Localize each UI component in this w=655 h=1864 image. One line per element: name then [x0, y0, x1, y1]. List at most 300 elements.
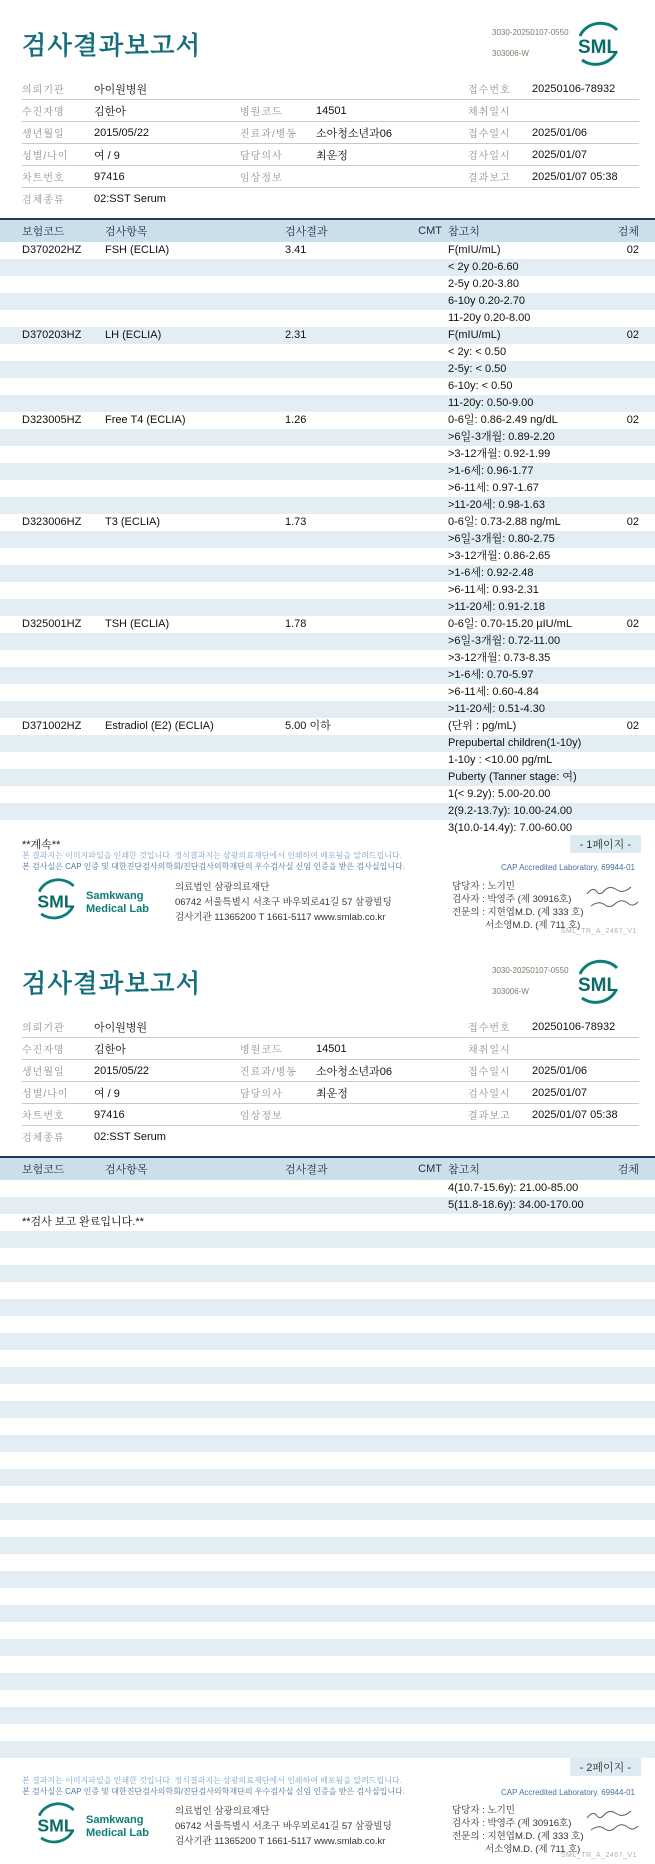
- cell-test-name: [105, 310, 285, 327]
- cell-insurance-code: [22, 1452, 105, 1469]
- cell-reference: (단위 : pg/mL): [448, 720, 517, 732]
- cell-cmt: [415, 1690, 448, 1707]
- cell-insurance-code: [22, 463, 105, 480]
- cell-specimen: [615, 769, 639, 786]
- cell-insurance-code: [22, 1299, 105, 1316]
- cell-test-name: [105, 1469, 285, 1486]
- cell-cmt: [415, 276, 448, 293]
- report-page-2: [0, 938, 655, 1859]
- page-footer-page2: [0, 1798, 655, 1864]
- reference-row: [0, 1673, 655, 1690]
- cell-reference: >3-12개월: 0.73-8.35: [448, 652, 551, 664]
- cell-cmt: [415, 633, 448, 650]
- reference-row: [0, 531, 655, 548]
- info-field-label: 병원코드: [240, 107, 283, 118]
- document-code-line1: 3030-20250107-0550: [492, 28, 569, 38]
- reference-row: [0, 1656, 655, 1673]
- svg-text:SML: SML: [37, 891, 75, 912]
- reference-row: [0, 1265, 655, 1282]
- cell-cmt: [415, 1231, 448, 1248]
- cell-reference: [448, 1486, 615, 1503]
- info-field-label: 진료과/병동: [240, 129, 298, 140]
- cell-reference: [448, 1231, 615, 1248]
- cell-cmt: [415, 1197, 448, 1214]
- cell-reference: [448, 1401, 615, 1418]
- cell-cmt: [415, 1401, 448, 1418]
- cell-cmt: [415, 1384, 448, 1401]
- cell-reference: 6-10y 0.20-2.70: [448, 295, 526, 307]
- cell-cmt: [415, 1707, 448, 1724]
- sml-logo-icon: [570, 960, 626, 1011]
- cell-reference: >6일-3개월: 0.89-2.20: [448, 431, 555, 443]
- cell-reference: [448, 1367, 615, 1384]
- form-code: SML_TR_A_2467_V1: [560, 1852, 637, 1859]
- reference-row: [0, 1554, 655, 1571]
- cell-insurance-code: [22, 1265, 105, 1282]
- cell-insurance-code: [22, 1282, 105, 1299]
- cell-specimen: [615, 1282, 639, 1299]
- cell-result: [285, 361, 415, 378]
- cell-result: [285, 667, 415, 684]
- cell-test-name: [105, 565, 285, 582]
- cell-test-name: [105, 633, 285, 650]
- cell-reference: [448, 1248, 615, 1265]
- cell-insurance-code: [22, 361, 105, 378]
- reference-row: [0, 582, 655, 599]
- result-row: [0, 412, 655, 429]
- cell-test-name: [105, 1282, 285, 1299]
- reference-row: [0, 1639, 655, 1656]
- cell-result: [285, 1452, 415, 1469]
- cell-test-name: [105, 1707, 285, 1724]
- cell-insurance-code: [22, 667, 105, 684]
- footer-logo: [30, 1802, 149, 1851]
- cell-reference: 3(10.0-14.4y): 7.00-60.00: [448, 822, 573, 834]
- cell-result: [285, 1724, 415, 1741]
- cell-result: [285, 582, 415, 599]
- cell-reference: 11-20y 0.20-8.00: [448, 312, 531, 324]
- disclaimer-block-page2: [22, 1776, 635, 1797]
- cell-insurance-code: [22, 1197, 105, 1214]
- cell-test-name: [105, 752, 285, 769]
- cell-result: 1.73: [285, 516, 307, 528]
- cell-reference: 2-5y 0.20-3.80: [448, 278, 519, 290]
- column-header-cmt: CMT: [418, 225, 442, 237]
- cell-cmt: [415, 1588, 448, 1605]
- cell-test-name: [105, 1265, 285, 1282]
- cell-specimen: [615, 1418, 639, 1435]
- cap-accreditation-label: CAP Accredited Laboratory. 69944-01: [500, 863, 635, 872]
- cell-insurance-code: [22, 1639, 105, 1656]
- cell-reference: [448, 1639, 615, 1656]
- staff2-label: 검사자 :: [452, 1818, 485, 1829]
- cell-specimen: [615, 667, 639, 684]
- cell-specimen: [615, 1605, 639, 1622]
- cell-specimen: [615, 463, 639, 480]
- cell-insurance-code: [22, 446, 105, 463]
- patient-info-row: [22, 1016, 639, 1038]
- cell-cmt: [415, 1520, 448, 1537]
- cell-specimen: [615, 531, 639, 548]
- info-field-label: 접수일시: [468, 1067, 511, 1078]
- cell-test-name: [105, 1180, 285, 1197]
- footer-brand-text: [86, 1814, 149, 1840]
- reference-row: [0, 1418, 655, 1435]
- cell-insurance-code: [22, 1554, 105, 1571]
- cell-specimen: 02: [626, 720, 639, 732]
- cell-test-name: [105, 786, 285, 803]
- cell-insurance-code: [22, 1741, 105, 1758]
- cell-result: [285, 1282, 415, 1299]
- cell-cmt: [415, 531, 448, 548]
- cell-result: [285, 786, 415, 803]
- cell-specimen: [615, 1571, 639, 1588]
- cell-reference: [448, 1537, 615, 1554]
- reference-row: [0, 1588, 655, 1605]
- cell-test-name: [105, 599, 285, 616]
- cell-insurance-code: [22, 1367, 105, 1384]
- cell-specimen: [615, 1503, 639, 1520]
- reference-row: [0, 565, 655, 582]
- cell-reference: >3-12개월: 0.86-2.65: [448, 550, 551, 562]
- info-field-value: 2025/01/06: [532, 1064, 588, 1077]
- cell-specimen: 02: [626, 244, 639, 256]
- reference-row: [0, 1469, 655, 1486]
- cell-result: [285, 259, 415, 276]
- cell-insurance-code: [22, 1537, 105, 1554]
- cell-cmt: [415, 1503, 448, 1520]
- cell-test-name: [105, 1299, 285, 1316]
- staff3-label: 전문의 :: [452, 1831, 485, 1842]
- info-field-value: 2025/01/07 05:38: [532, 170, 618, 183]
- cell-cmt: [415, 1656, 448, 1673]
- cell-test-name: [105, 1435, 285, 1452]
- cell-result: [285, 446, 415, 463]
- cell-test-name: [105, 1588, 285, 1605]
- column-header-specimen: 검체: [617, 1164, 639, 1176]
- reference-row: [0, 1537, 655, 1554]
- cell-test-name: Estradiol (E2) (ECLIA): [105, 720, 214, 732]
- patient-info-row: [22, 100, 639, 122]
- cell-specimen: [615, 1180, 639, 1197]
- cell-cmt: [415, 1486, 448, 1503]
- cell-reference: >1-6세: 0.96-1.77: [448, 465, 534, 477]
- cell-result: [285, 1690, 415, 1707]
- cell-result: [285, 1741, 415, 1758]
- cell-result: [285, 1248, 415, 1265]
- cell-specimen: [615, 1588, 639, 1605]
- cell-insurance-code: [22, 701, 105, 718]
- cell-insurance-code: [22, 1418, 105, 1435]
- result-row: [0, 616, 655, 633]
- cell-reference: [448, 1690, 615, 1707]
- cell-result: 1.78: [285, 618, 307, 630]
- cell-insurance-code: [22, 684, 105, 701]
- cell-test-name: [105, 735, 285, 752]
- cell-specimen: [615, 565, 639, 582]
- cell-reference: 4(10.7-15.6y): 21.00-85.00: [448, 1182, 579, 1194]
- reference-row: [0, 803, 655, 820]
- form-code: SML_TR_A_2467_V1: [560, 928, 637, 935]
- reference-row: [0, 1401, 655, 1418]
- cell-reference: 0-6일: 0.86-2.49 ng/dL: [448, 414, 558, 426]
- cell-cmt: [415, 786, 448, 803]
- info-field-label: 의뢰기관: [22, 1023, 65, 1034]
- cell-cmt: [415, 1537, 448, 1554]
- cell-cmt: [415, 769, 448, 786]
- info-field-value: 02:SST Serum: [94, 192, 166, 205]
- cell-cmt: [415, 1180, 448, 1197]
- info-field-label: 차트번호: [22, 1111, 65, 1122]
- cell-specimen: [615, 1469, 639, 1486]
- org-contact: 검사기관 11365200 T 1661-5117 www.smlab.co.kr: [175, 912, 386, 923]
- cell-result: 1.26: [285, 414, 307, 426]
- info-field-label: 채취일시: [468, 1045, 511, 1056]
- cell-test-name: [105, 803, 285, 820]
- cell-specimen: [615, 378, 639, 395]
- cell-insurance-code: [22, 1248, 105, 1265]
- cell-reference: < 2y: < 0.50: [448, 346, 507, 358]
- cell-specimen: [615, 752, 639, 769]
- cell-cmt: [415, 378, 448, 395]
- reference-row: [0, 701, 655, 718]
- cell-cmt: [415, 548, 448, 565]
- cell-specimen: [615, 259, 639, 276]
- cell-reference: [448, 1350, 615, 1367]
- document-code-line2: 303006-W: [492, 49, 529, 59]
- cell-insurance-code: [22, 293, 105, 310]
- doctor-signature-icon: [585, 884, 643, 919]
- column-header-result: 검사결과: [285, 226, 328, 238]
- info-field-value: 2015/05/22: [94, 126, 150, 139]
- cell-cmt: [415, 1316, 448, 1333]
- cell-test-name: [105, 446, 285, 463]
- cell-specimen: [615, 1316, 639, 1333]
- info-field-value: 2025/01/07: [532, 1086, 588, 1099]
- cell-result: [285, 395, 415, 412]
- cell-result: [285, 1707, 415, 1724]
- cell-test-name: [105, 1384, 285, 1401]
- cell-result: [285, 599, 415, 616]
- cell-reference: >6-11세: 0.97-1.67: [448, 482, 539, 494]
- cell-test-name: [105, 361, 285, 378]
- patient-info-row: [22, 1082, 639, 1104]
- cell-test-name: [105, 667, 285, 684]
- reference-row: [0, 1231, 655, 1248]
- reference-row: [0, 429, 655, 446]
- cell-specimen: [615, 344, 639, 361]
- cell-cmt: [415, 446, 448, 463]
- org-name: 의료법인 삼광의료재단: [175, 1806, 270, 1817]
- staff1-name: 노기민: [487, 1805, 515, 1816]
- svg-text:SML: SML: [37, 1815, 75, 1836]
- cell-specimen: [615, 361, 639, 378]
- cell-result: [285, 1197, 415, 1214]
- cell-reference: [448, 1418, 615, 1435]
- cell-insurance-code: [22, 1656, 105, 1673]
- cell-reference: Puberty (Tanner stage: 여): [448, 771, 577, 783]
- cell-test-name: [105, 548, 285, 565]
- page2-meta-line: [22, 1758, 641, 1775]
- cell-reference: [448, 1571, 615, 1588]
- info-field-value: 김한아: [94, 105, 126, 118]
- cell-test-name: [105, 1537, 285, 1554]
- cell-cmt: [415, 480, 448, 497]
- cell-specimen: [615, 548, 639, 565]
- result-table-page1: [0, 218, 655, 837]
- cell-cmt: [415, 1265, 448, 1282]
- cell-cmt: [415, 463, 448, 480]
- cell-reference: >6일-3개월: 0.80-2.75: [448, 533, 555, 545]
- cell-test-name: [105, 1724, 285, 1741]
- cell-result: [285, 1231, 415, 1248]
- cell-reference: [448, 1622, 615, 1639]
- cell-reference: Prepubertal children(1-10y): [448, 737, 582, 749]
- page-footer-page1: [0, 874, 655, 940]
- cell-test-name: [105, 1418, 285, 1435]
- disclaimer-line2: 본 검사실은 CAP 인증 및 대한진단검사의학회/진단검사의학재단의 우수검사실 신임 인증을 받은 검사실입니다.: [22, 1787, 406, 1796]
- cell-result: [285, 1367, 415, 1384]
- reference-row: [0, 667, 655, 684]
- reference-row: [0, 293, 655, 310]
- cell-insurance-code: [22, 1622, 105, 1639]
- cell-specimen: [615, 276, 639, 293]
- cell-result: [285, 1316, 415, 1333]
- cell-cmt: [415, 650, 448, 667]
- cell-result: [285, 1469, 415, 1486]
- info-field-label: 검체종류: [22, 1133, 65, 1144]
- info-field-label: 생년월일: [22, 1067, 65, 1078]
- info-field-value: 2025/01/07: [532, 148, 588, 161]
- cell-cmt: [415, 1554, 448, 1571]
- staff-info: [452, 1804, 584, 1856]
- cell-reference: 2-5y: < 0.50: [448, 363, 507, 375]
- info-field-label: 접수번호: [468, 85, 511, 96]
- cell-reference: >6일-3개월: 0.72-11.00: [448, 635, 561, 647]
- doctor-signature-icon: [585, 1808, 643, 1843]
- cell-test-name: [105, 769, 285, 786]
- cell-insurance-code: [22, 1384, 105, 1401]
- info-field-label: 접수일시: [468, 129, 511, 140]
- info-field-value: 최운정: [316, 149, 348, 162]
- result-table-header: [0, 1156, 655, 1180]
- cell-result: [285, 463, 415, 480]
- cell-cmt: [415, 1622, 448, 1639]
- cell-result: [285, 565, 415, 582]
- result-table-page2: [0, 1156, 655, 1775]
- column-header-test-name: 검사항목: [105, 226, 148, 238]
- info-field-label: 성별/나이: [22, 151, 69, 162]
- cell-reference: [448, 1299, 615, 1316]
- cell-test-name: [105, 1401, 285, 1418]
- info-field-label: 임상정보: [240, 173, 283, 184]
- cell-test-name: [105, 684, 285, 701]
- reference-row: [0, 735, 655, 752]
- column-header-insurance-code: 보험코드: [22, 226, 65, 238]
- column-header-specimen: 검체: [617, 226, 639, 238]
- cell-cmt: [415, 429, 448, 446]
- cell-insurance-code: [22, 1673, 105, 1690]
- cell-reference: [448, 1588, 615, 1605]
- cell-cmt: [415, 1571, 448, 1588]
- cell-cmt: [415, 242, 448, 259]
- cell-result: [285, 378, 415, 395]
- result-table-body-page1: [0, 242, 655, 837]
- cell-insurance-code: [22, 1486, 105, 1503]
- reference-row: [0, 1333, 655, 1350]
- cell-reference: [448, 1673, 615, 1690]
- disclaimer-line1: 본 결과지는 이미지파일을 인쇄한 것입니다. 정식결과지는 삼광의료재단에서 인쇄하여 배포됨을 알려드립니다.: [22, 1776, 402, 1785]
- brand-line1: Samkwang: [86, 889, 144, 902]
- info-field-label: 검사일시: [468, 151, 511, 162]
- cell-cmt: [415, 1639, 448, 1656]
- column-header-result: 검사결과: [285, 1164, 328, 1176]
- reference-row: [0, 599, 655, 616]
- reference-row: [0, 1503, 655, 1520]
- info-field-label: 수진자명: [22, 107, 65, 118]
- document-codes-page2: [492, 956, 569, 1008]
- cell-test-name: TSH (ECLIA): [105, 618, 170, 630]
- cell-reference: < 2y 0.20-6.60: [448, 261, 519, 273]
- reference-row: [0, 1622, 655, 1639]
- cell-result: [285, 1588, 415, 1605]
- cell-result: [285, 1622, 415, 1639]
- cell-specimen: [615, 1401, 639, 1418]
- cell-result: [285, 1605, 415, 1622]
- cell-result: [285, 1418, 415, 1435]
- column-header-reference: 참고치: [448, 1164, 480, 1176]
- cell-reference: F(mIU/mL): [448, 329, 501, 341]
- cell-result: [285, 1435, 415, 1452]
- cell-specimen: 02: [626, 414, 639, 426]
- page1-meta-line: [22, 835, 641, 852]
- cell-insurance-code: [22, 429, 105, 446]
- cell-specimen: [615, 1520, 639, 1537]
- column-header-reference: 참고치: [448, 226, 480, 238]
- cell-specimen: [615, 599, 639, 616]
- cell-test-name: Free T4 (ECLIA): [105, 414, 186, 426]
- cell-insurance-code: [22, 803, 105, 820]
- cell-test-name: [105, 276, 285, 293]
- cell-cmt: [415, 803, 448, 820]
- column-header-test-name: 검사항목: [105, 1164, 148, 1176]
- cell-specimen: [615, 1673, 639, 1690]
- cell-reference: 1-10y : <10.00 pg/mL: [448, 754, 553, 766]
- cell-test-name: [105, 1656, 285, 1673]
- reference-row: [0, 1316, 655, 1333]
- cell-insurance-code: [22, 735, 105, 752]
- cell-specimen: [615, 429, 639, 446]
- cell-result: [285, 1384, 415, 1401]
- cell-cmt: [415, 718, 448, 735]
- cell-test-name: [105, 1673, 285, 1690]
- cell-reference: >11-20세: 0.51-4.30: [448, 703, 545, 715]
- info-field-label: 채취일시: [468, 107, 511, 118]
- cell-cmt: [415, 310, 448, 327]
- patient-info-row: [22, 122, 639, 144]
- cell-insurance-code: [22, 395, 105, 412]
- patient-info-grid-page1: [22, 78, 639, 209]
- cell-cmt: [415, 293, 448, 310]
- cell-test-name: T3 (ECLIA): [105, 516, 161, 528]
- cell-specimen: [615, 1639, 639, 1656]
- cell-insurance-code: [22, 582, 105, 599]
- svg-text:SML: SML: [578, 975, 619, 996]
- cell-specimen: [615, 1690, 639, 1707]
- cell-result: [285, 650, 415, 667]
- cell-result: [285, 1486, 415, 1503]
- cell-result: [285, 1520, 415, 1537]
